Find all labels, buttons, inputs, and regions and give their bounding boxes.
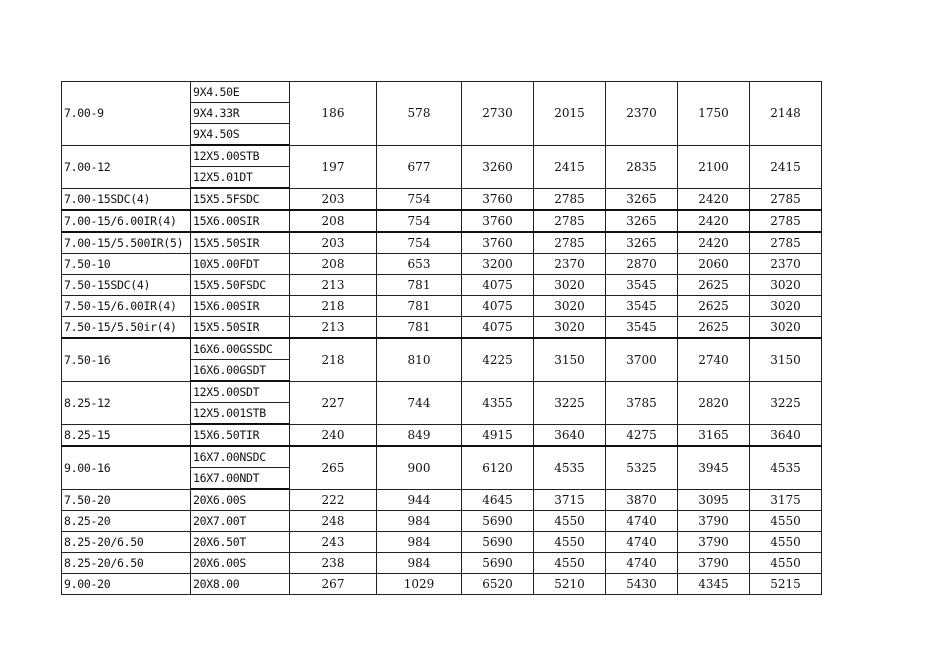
rim-cell: 15X5.50SIR [191, 232, 290, 254]
value-cell: 4225 [462, 338, 534, 381]
table-row [62, 338, 822, 360]
value-cell: 2785 [750, 232, 822, 254]
tire-size-cell: 8.25-20/6.50 [62, 532, 191, 553]
value-cell: 243 [290, 532, 377, 553]
value-cell: 6120 [462, 446, 534, 489]
table-row [62, 275, 822, 296]
rim-cell: 15X5.50SIR [191, 317, 290, 339]
value-cell: 2870 [606, 254, 678, 275]
rim-cell: 12X5.00STB [191, 145, 290, 167]
tire-size-cell: 9.00-16 [62, 446, 191, 489]
value-cell: 2060 [678, 254, 750, 275]
value-cell: 3020 [750, 296, 822, 317]
value-cell: 3545 [606, 296, 678, 317]
table-row [62, 145, 822, 167]
value-cell: 2730 [462, 82, 534, 146]
table-row [62, 532, 822, 553]
table-row [62, 489, 822, 511]
value-cell: 3790 [678, 553, 750, 574]
value-cell: 3945 [678, 446, 750, 489]
rim-cell: 9X4.50S [191, 124, 290, 146]
value-cell: 3545 [606, 317, 678, 339]
value-cell: 3760 [462, 232, 534, 254]
rim-cell: 16X7.00NDT [191, 468, 290, 490]
value-cell: 4915 [462, 424, 534, 446]
table-row [62, 574, 822, 595]
tire-size-cell: 7.50-15SDC(4) [62, 275, 191, 296]
value-cell: 5215 [750, 574, 822, 595]
value-cell: 2835 [606, 145, 678, 188]
tire-size-cell: 8.25-12 [62, 381, 191, 424]
value-cell: 197 [290, 145, 377, 188]
rim-cell: 9X4.33R [191, 103, 290, 124]
value-cell: 3785 [606, 381, 678, 424]
table-row [62, 424, 822, 446]
tire-size-cell: 7.50-16 [62, 338, 191, 381]
value-cell: 2370 [534, 254, 606, 275]
table-row [62, 446, 822, 468]
tire-size-cell: 7.00-15/6.00IR(4) [62, 210, 191, 232]
value-cell: 984 [377, 511, 462, 532]
value-cell: 3715 [534, 489, 606, 511]
rim-cell: 20X7.00T [191, 511, 290, 532]
value-cell: 944 [377, 489, 462, 511]
value-cell: 208 [290, 210, 377, 232]
value-cell: 4075 [462, 317, 534, 339]
value-cell: 984 [377, 532, 462, 553]
value-cell: 2740 [678, 338, 750, 381]
value-cell: 218 [290, 338, 377, 381]
value-cell: 3760 [462, 188, 534, 210]
value-cell: 4550 [534, 532, 606, 553]
rim-cell: 16X7.00NSDC [191, 446, 290, 468]
value-cell: 265 [290, 446, 377, 489]
value-cell: 578 [377, 82, 462, 146]
value-cell: 2370 [750, 254, 822, 275]
value-cell: 2625 [678, 275, 750, 296]
value-cell: 3225 [534, 381, 606, 424]
value-cell: 3225 [750, 381, 822, 424]
value-cell: 3150 [750, 338, 822, 381]
value-cell: 3020 [750, 275, 822, 296]
table-row [62, 254, 822, 275]
value-cell: 1029 [377, 574, 462, 595]
value-cell: 186 [290, 82, 377, 146]
value-cell: 2785 [750, 210, 822, 232]
rim-cell: 20X8.00 [191, 574, 290, 595]
value-cell: 4355 [462, 381, 534, 424]
value-cell: 203 [290, 232, 377, 254]
value-cell: 4075 [462, 275, 534, 296]
value-cell: 3150 [534, 338, 606, 381]
value-cell: 3165 [678, 424, 750, 446]
rim-cell: 20X6.00S [191, 489, 290, 511]
value-cell: 2420 [678, 210, 750, 232]
value-cell: 5690 [462, 511, 534, 532]
value-cell: 677 [377, 145, 462, 188]
tire-size-cell: 7.50-15/6.00IR(4) [62, 296, 191, 317]
table-row [62, 188, 822, 210]
value-cell: 203 [290, 188, 377, 210]
value-cell: 3870 [606, 489, 678, 511]
value-cell: 781 [377, 296, 462, 317]
value-cell: 4550 [750, 511, 822, 532]
value-cell: 781 [377, 275, 462, 296]
value-cell: 4550 [534, 553, 606, 574]
value-cell: 3790 [678, 532, 750, 553]
table-row [62, 232, 822, 254]
value-cell: 4075 [462, 296, 534, 317]
rim-cell: 9X4.50E [191, 82, 290, 103]
value-cell: 267 [290, 574, 377, 595]
value-cell: 3265 [606, 210, 678, 232]
value-cell: 2420 [678, 188, 750, 210]
value-cell: 5690 [462, 553, 534, 574]
value-cell: 3640 [750, 424, 822, 446]
tire-size-cell: 7.50-15/5.50ir(4) [62, 317, 191, 339]
rim-cell: 16X6.00GSDT [191, 360, 290, 382]
value-cell: 4740 [606, 553, 678, 574]
rim-cell: 20X6.50T [191, 532, 290, 553]
value-cell: 4550 [534, 511, 606, 532]
value-cell: 4345 [678, 574, 750, 595]
value-cell: 4535 [534, 446, 606, 489]
value-cell: 3260 [462, 145, 534, 188]
value-cell: 4550 [750, 553, 822, 574]
value-cell: 227 [290, 381, 377, 424]
value-cell: 240 [290, 424, 377, 446]
value-cell: 3265 [606, 232, 678, 254]
table-row [62, 553, 822, 574]
tire-size-cell: 7.50-20 [62, 489, 191, 511]
value-cell: 744 [377, 381, 462, 424]
value-cell: 3200 [462, 254, 534, 275]
value-cell: 754 [377, 232, 462, 254]
rim-cell: 15X6.00SIR [191, 210, 290, 232]
value-cell: 3020 [534, 275, 606, 296]
tire-size-cell: 7.50-10 [62, 254, 191, 275]
tire-spec-table [61, 81, 822, 595]
value-cell: 238 [290, 553, 377, 574]
value-cell: 2785 [534, 210, 606, 232]
value-cell: 3020 [534, 317, 606, 339]
value-cell: 4535 [750, 446, 822, 489]
table-row [62, 511, 822, 532]
value-cell: 2785 [750, 188, 822, 210]
rim-cell: 15X6.00SIR [191, 296, 290, 317]
tire-size-cell: 9.00-20 [62, 574, 191, 595]
value-cell: 222 [290, 489, 377, 511]
value-cell: 213 [290, 275, 377, 296]
value-cell: 5690 [462, 532, 534, 553]
value-cell: 2415 [534, 145, 606, 188]
value-cell: 3020 [534, 296, 606, 317]
value-cell: 2785 [534, 232, 606, 254]
rim-cell: 15X5.5FSDC [191, 188, 290, 210]
value-cell: 6520 [462, 574, 534, 595]
value-cell: 3760 [462, 210, 534, 232]
value-cell: 4740 [606, 532, 678, 553]
rim-cell: 12X5.001STB [191, 403, 290, 425]
value-cell: 3640 [534, 424, 606, 446]
value-cell: 900 [377, 446, 462, 489]
value-cell: 2415 [750, 145, 822, 188]
value-cell: 754 [377, 188, 462, 210]
value-cell: 2100 [678, 145, 750, 188]
value-cell: 3545 [606, 275, 678, 296]
value-cell: 2015 [534, 82, 606, 146]
value-cell: 1750 [678, 82, 750, 146]
value-cell: 2820 [678, 381, 750, 424]
value-cell: 754 [377, 210, 462, 232]
rim-cell: 12X5.00SDT [191, 381, 290, 403]
value-cell: 3020 [750, 317, 822, 339]
value-cell: 3095 [678, 489, 750, 511]
tire-size-cell: 7.00-15SDC(4) [62, 188, 191, 210]
tire-size-cell: 7.00-9 [62, 82, 191, 146]
value-cell: 5325 [606, 446, 678, 489]
value-cell: 4550 [750, 532, 822, 553]
table-row [62, 296, 822, 317]
value-cell: 248 [290, 511, 377, 532]
value-cell: 984 [377, 553, 462, 574]
tire-size-cell: 7.00-15/5.500IR(5) [62, 232, 191, 254]
value-cell: 3265 [606, 188, 678, 210]
table-body [62, 82, 822, 595]
tire-size-cell: 7.00-12 [62, 145, 191, 188]
value-cell: 653 [377, 254, 462, 275]
value-cell: 2420 [678, 232, 750, 254]
rim-cell: 10X5.00FDT [191, 254, 290, 275]
value-cell: 2625 [678, 296, 750, 317]
value-cell: 3175 [750, 489, 822, 511]
value-cell: 4275 [606, 424, 678, 446]
rim-cell: 20X6.00S [191, 553, 290, 574]
value-cell: 208 [290, 254, 377, 275]
value-cell: 781 [377, 317, 462, 339]
value-cell: 5430 [606, 574, 678, 595]
value-cell: 2370 [606, 82, 678, 146]
value-cell: 4645 [462, 489, 534, 511]
value-cell: 2785 [534, 188, 606, 210]
tire-size-cell: 8.25-20 [62, 511, 191, 532]
value-cell: 849 [377, 424, 462, 446]
rim-cell: 15X6.50TIR [191, 424, 290, 446]
rim-cell: 12X5.01DT [191, 167, 290, 189]
rim-cell: 15X5.50FSDC [191, 275, 290, 296]
table-row [62, 317, 822, 339]
table-row [62, 381, 822, 403]
table-row [62, 82, 822, 103]
value-cell: 3790 [678, 511, 750, 532]
tire-size-cell: 8.25-20/6.50 [62, 553, 191, 574]
tire-size-cell: 8.25-15 [62, 424, 191, 446]
value-cell: 3700 [606, 338, 678, 381]
table-row [62, 210, 822, 232]
value-cell: 810 [377, 338, 462, 381]
value-cell: 213 [290, 317, 377, 339]
value-cell: 5210 [534, 574, 606, 595]
value-cell: 2625 [678, 317, 750, 339]
value-cell: 4740 [606, 511, 678, 532]
value-cell: 218 [290, 296, 377, 317]
value-cell: 2148 [750, 82, 822, 146]
rim-cell: 16X6.00GSSDC [191, 338, 290, 360]
